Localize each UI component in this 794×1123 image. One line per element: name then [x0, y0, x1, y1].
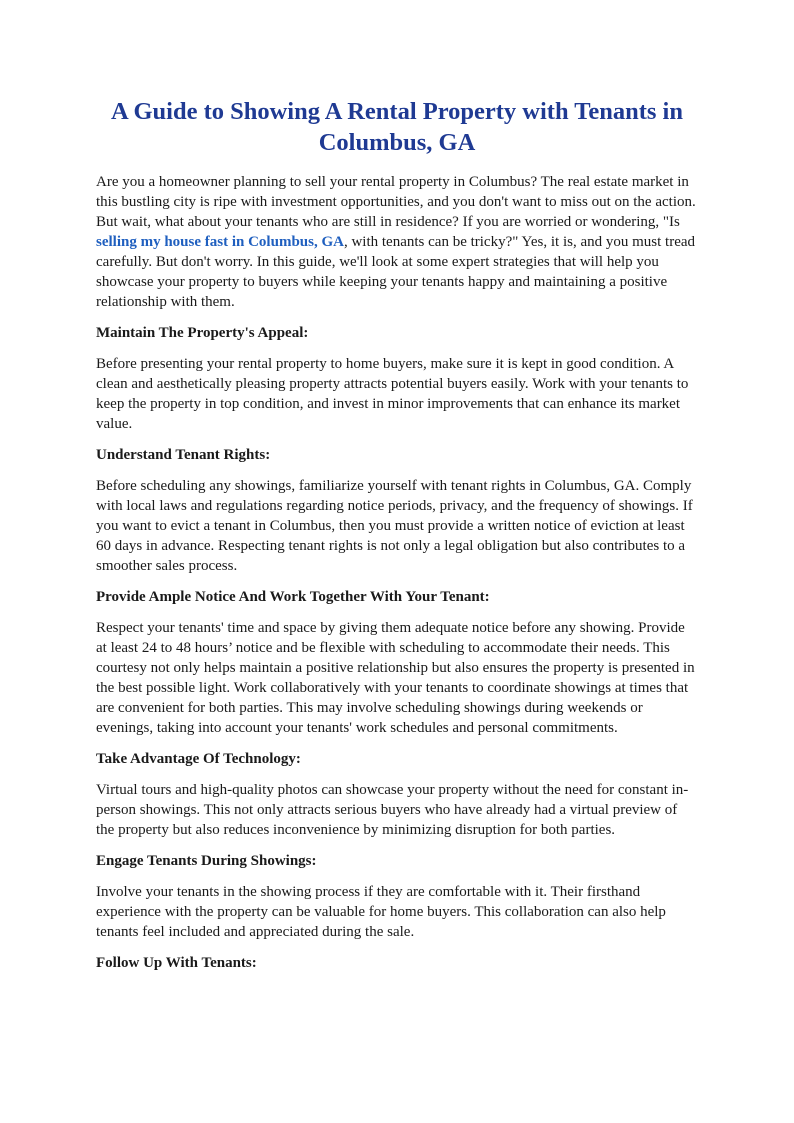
section-heading-tenant-rights: Understand Tenant Rights:: [96, 447, 271, 463]
intro-text-after-link: , with tenants can be tricky?" Yes, it is, and you must tread carefully. But don't worry. In this guide, we'll look at some expert strategies that will help you showcase your property to buyers while keeping your tenants happy and maintaining a positive relationship with them.: [96, 234, 696, 310]
section-body-engage-tenants: Involve your tenants in the showing process if they are comfortable with it. Their firsthand experience with the property can be valuable for home buyers. This collaboration can also help tenants feel included and appreciated during the sale.: [96, 884, 666, 940]
selling-house-link[interactable]: selling my house fast in Columbus, GA: [96, 234, 344, 250]
section-heading-maintain-appeal: Maintain The Property's Appeal:: [96, 325, 309, 341]
section-body-maintain-appeal: Before presenting your rental property to home buyers, make sure it is kept in good condition. A clean and aesthetically pleasing property attracts potential buyers easily. Work with your tenants to keep the property in top condition, and invest in minor improvements that can enhance its market value.: [96, 356, 689, 432]
section-body-tenant-rights: Before scheduling any showings, familiarize yourself with tenant rights in Columbus, GA. Comply with local laws and regulations regarding notice periods, privacy, and the frequency of showings. If you want to evict a tenant in Columbus, then you must provide a written notice of eviction at least 60 days in advance. Respecting tenant rights is not only a legal obligation but also contributes to a smoother sales process.: [96, 478, 693, 574]
section-heading-engage-tenants: Engage Tenants During Showings:: [96, 853, 317, 869]
page-title: A Guide to Showing A Rental Property with Tenants in Columbus, GA: [110, 98, 683, 156]
section-heading-ample-notice: Provide Ample Notice And Work Together With Your Tenant:: [96, 589, 490, 605]
intro-text-before-link: Are you a homeowner planning to sell your rental property in Columbus? The real estate market in this bustling city is ripe with investment opportunities, and you don't want to miss out on the action. But wait, what about your tenants who are still in residence? If you are worried or wondering, "Is: [96, 174, 696, 230]
section-body-technology: Virtual tours and high-quality photos can showcase your property without the need for constant in-person showings. This not only attracts serious buyers who have already had a virtual preview of the property but also reduces inconvenience by minimizing disruption for both parties.: [96, 782, 689, 838]
document-page: [96, 96, 698, 984]
section-heading-follow-up: Follow Up With Tenants:: [96, 955, 257, 971]
section-heading-technology: Take Advantage Of Technology:: [96, 751, 301, 767]
intro-paragraph: [96, 172, 698, 312]
section-body-ample-notice: Respect your tenants' time and space by giving them adequate notice before any showing. Provide at least 24 to 48 hours’ notice and be flexible with scheduling to accommodate their needs. This courtesy not only helps maintain a positive relationship but also ensures the property is presented in the best possible light. Work collaboratively with your tenants to coordinate showings at times that are convenient for both parties. This may involve scheduling showings during weekends or evenings, taking into account your tenants' work schedules and personal commitments.: [96, 620, 695, 736]
